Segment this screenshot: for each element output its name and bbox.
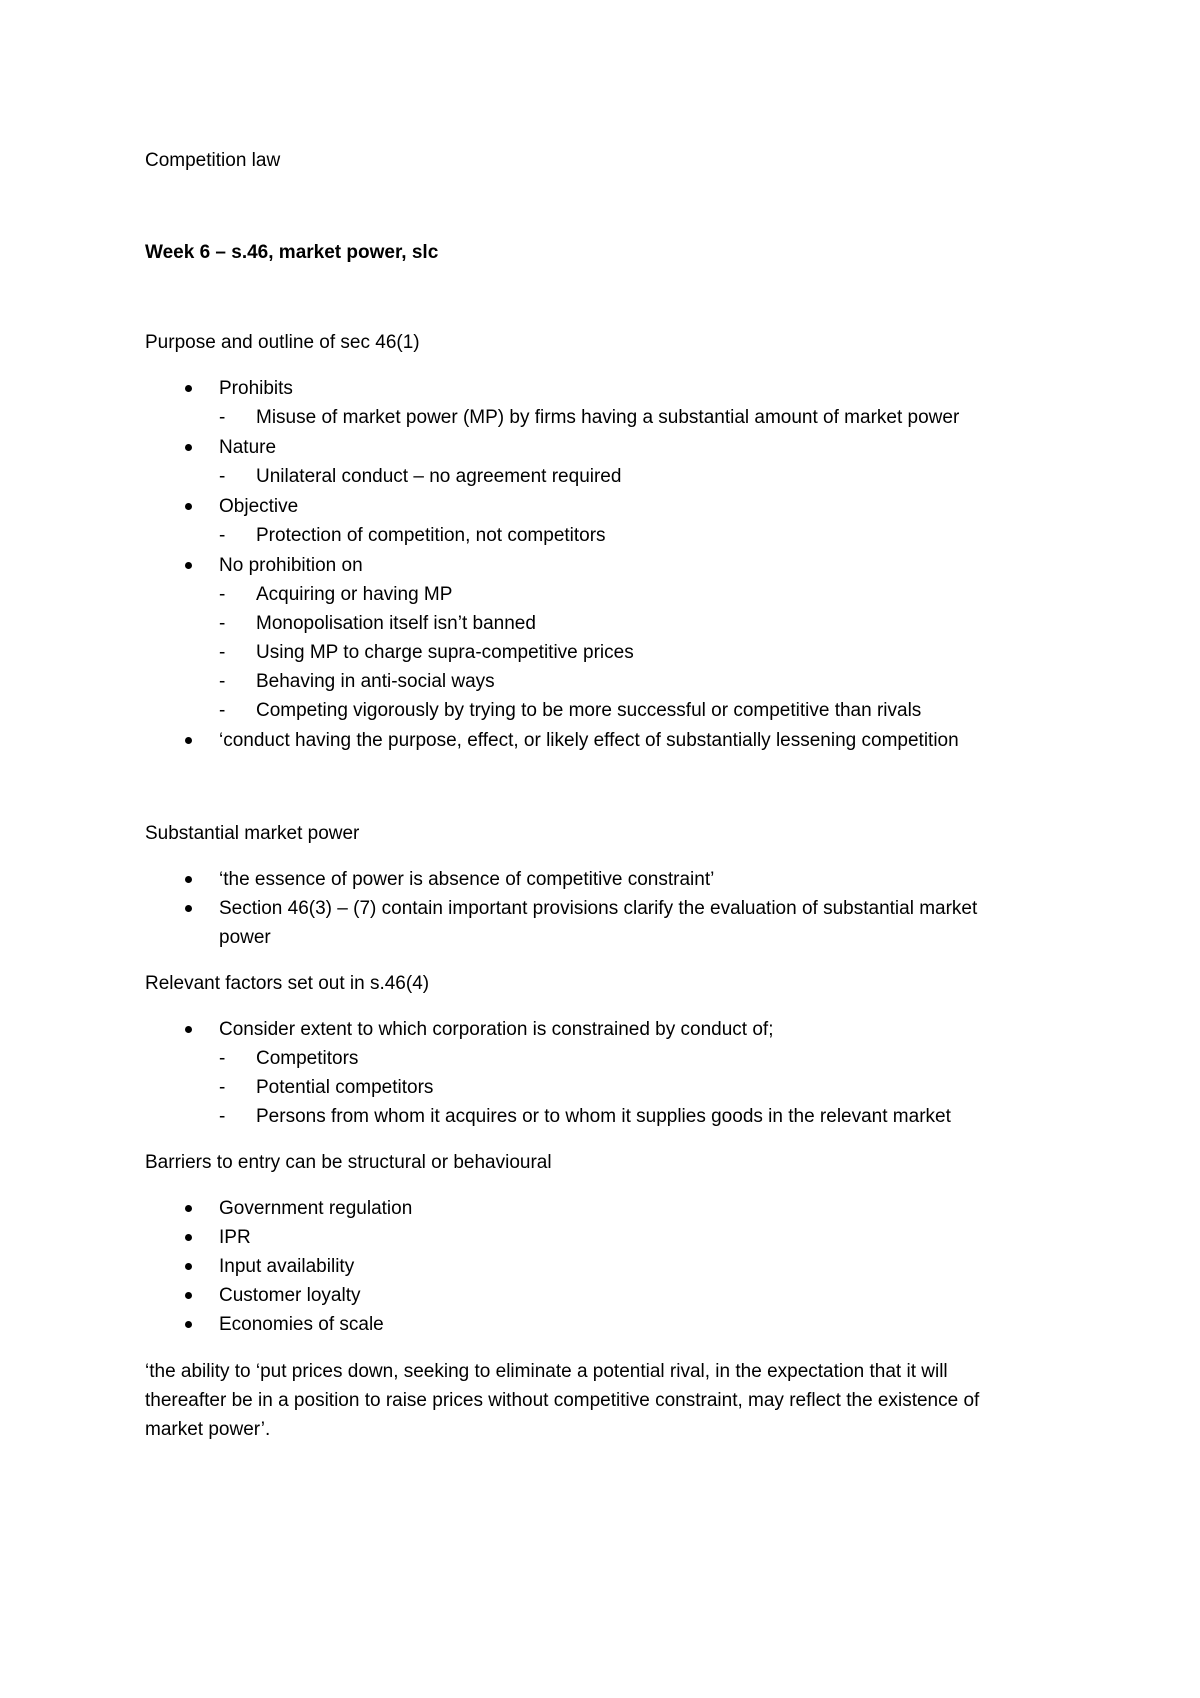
sub-item: Unilateral conduct – no agreement required bbox=[256, 466, 622, 487]
bullet-icon bbox=[185, 1321, 192, 1328]
section-heading-purpose: Purpose and outline of sec 46(1) bbox=[145, 332, 420, 353]
quote-line: market power’. bbox=[145, 1419, 271, 1440]
bullet-item: ‘the essence of power is absence of competitive constraint’ bbox=[219, 869, 715, 890]
bullet-item: IPR bbox=[219, 1227, 251, 1248]
bullet-icon bbox=[185, 1026, 192, 1033]
dash-marker: - bbox=[219, 407, 226, 428]
week-heading: Week 6 – s.46, market power, slc bbox=[145, 242, 439, 263]
dash-marker: - bbox=[219, 613, 226, 634]
bullet-icon bbox=[185, 876, 192, 883]
bullet-item: Prohibits bbox=[219, 378, 293, 399]
quote-line: ‘the ability to ‘put prices down, seeking to eliminate a potential rival, in the expectation that it will bbox=[145, 1361, 948, 1382]
quote-line: thereafter be in a position to raise prices without competitive constraint, may reflect the existence of bbox=[145, 1390, 980, 1411]
bullet-icon bbox=[185, 905, 192, 912]
dash-marker: - bbox=[219, 584, 226, 605]
dash-marker: - bbox=[219, 700, 226, 721]
bullet-item: Customer loyalty bbox=[219, 1285, 361, 1306]
section-heading-barriers: Barriers to entry can be structural or behavioural bbox=[145, 1152, 552, 1173]
sub-item: Potential competitors bbox=[256, 1077, 434, 1098]
bullet-item: Input availability bbox=[219, 1256, 355, 1277]
dash-marker: - bbox=[219, 1077, 226, 1098]
section-heading-smp: Substantial market power bbox=[145, 823, 360, 844]
sub-item: Competitors bbox=[256, 1048, 359, 1069]
bullet-icon bbox=[185, 503, 192, 510]
bullet-item: Consider extent to which corporation is constrained by conduct of; bbox=[219, 1019, 774, 1040]
sub-item: Competing vigorously by trying to be more successful or competitive than rivals bbox=[256, 700, 922, 721]
bullet-icon bbox=[185, 1205, 192, 1212]
bullet-item: Section 46(3) – (7) contain important provisions clarify the evaluation of substantial market bbox=[219, 898, 978, 919]
dash-marker: - bbox=[219, 525, 226, 546]
bullet-item: Objective bbox=[219, 496, 299, 517]
bullet-icon bbox=[185, 1234, 192, 1241]
sub-item: Protection of competition, not competitors bbox=[256, 525, 606, 546]
dash-marker: - bbox=[219, 1106, 226, 1127]
document-title: Competition law bbox=[145, 150, 281, 171]
bullet-item: ‘conduct having the purpose, effect, or likely effect of substantially lessening competition bbox=[219, 730, 959, 751]
sub-item: Using MP to charge supra-competitive prices bbox=[256, 642, 634, 663]
sub-item: Monopolisation itself isn’t banned bbox=[256, 613, 536, 634]
sub-item: Persons from whom it acquires or to whom it supplies goods in the relevant market bbox=[256, 1106, 951, 1127]
bullet-icon bbox=[185, 1263, 192, 1270]
bullet-icon bbox=[185, 1292, 192, 1299]
section-heading-factors: Relevant factors set out in s.46(4) bbox=[145, 973, 430, 994]
sub-item: Misuse of market power (MP) by firms having a substantial amount of market power bbox=[256, 407, 960, 428]
dash-marker: - bbox=[219, 1048, 226, 1069]
bullet-icon bbox=[185, 444, 192, 451]
dash-marker: - bbox=[219, 671, 226, 692]
sub-item: Behaving in anti-social ways bbox=[256, 671, 495, 692]
sub-item: Acquiring or having MP bbox=[256, 584, 453, 605]
bullet-item: Government regulation bbox=[219, 1198, 413, 1219]
bullet-item: Economies of scale bbox=[219, 1314, 384, 1335]
bullet-icon bbox=[185, 385, 192, 392]
bullet-item: Nature bbox=[219, 437, 277, 458]
bullet-icon bbox=[185, 737, 192, 744]
bullet-icon bbox=[185, 562, 192, 569]
dash-marker: - bbox=[219, 466, 226, 487]
bullet-item: No prohibition on bbox=[219, 555, 363, 576]
dash-marker: - bbox=[219, 642, 226, 663]
bullet-item-continuation: power bbox=[219, 927, 271, 948]
